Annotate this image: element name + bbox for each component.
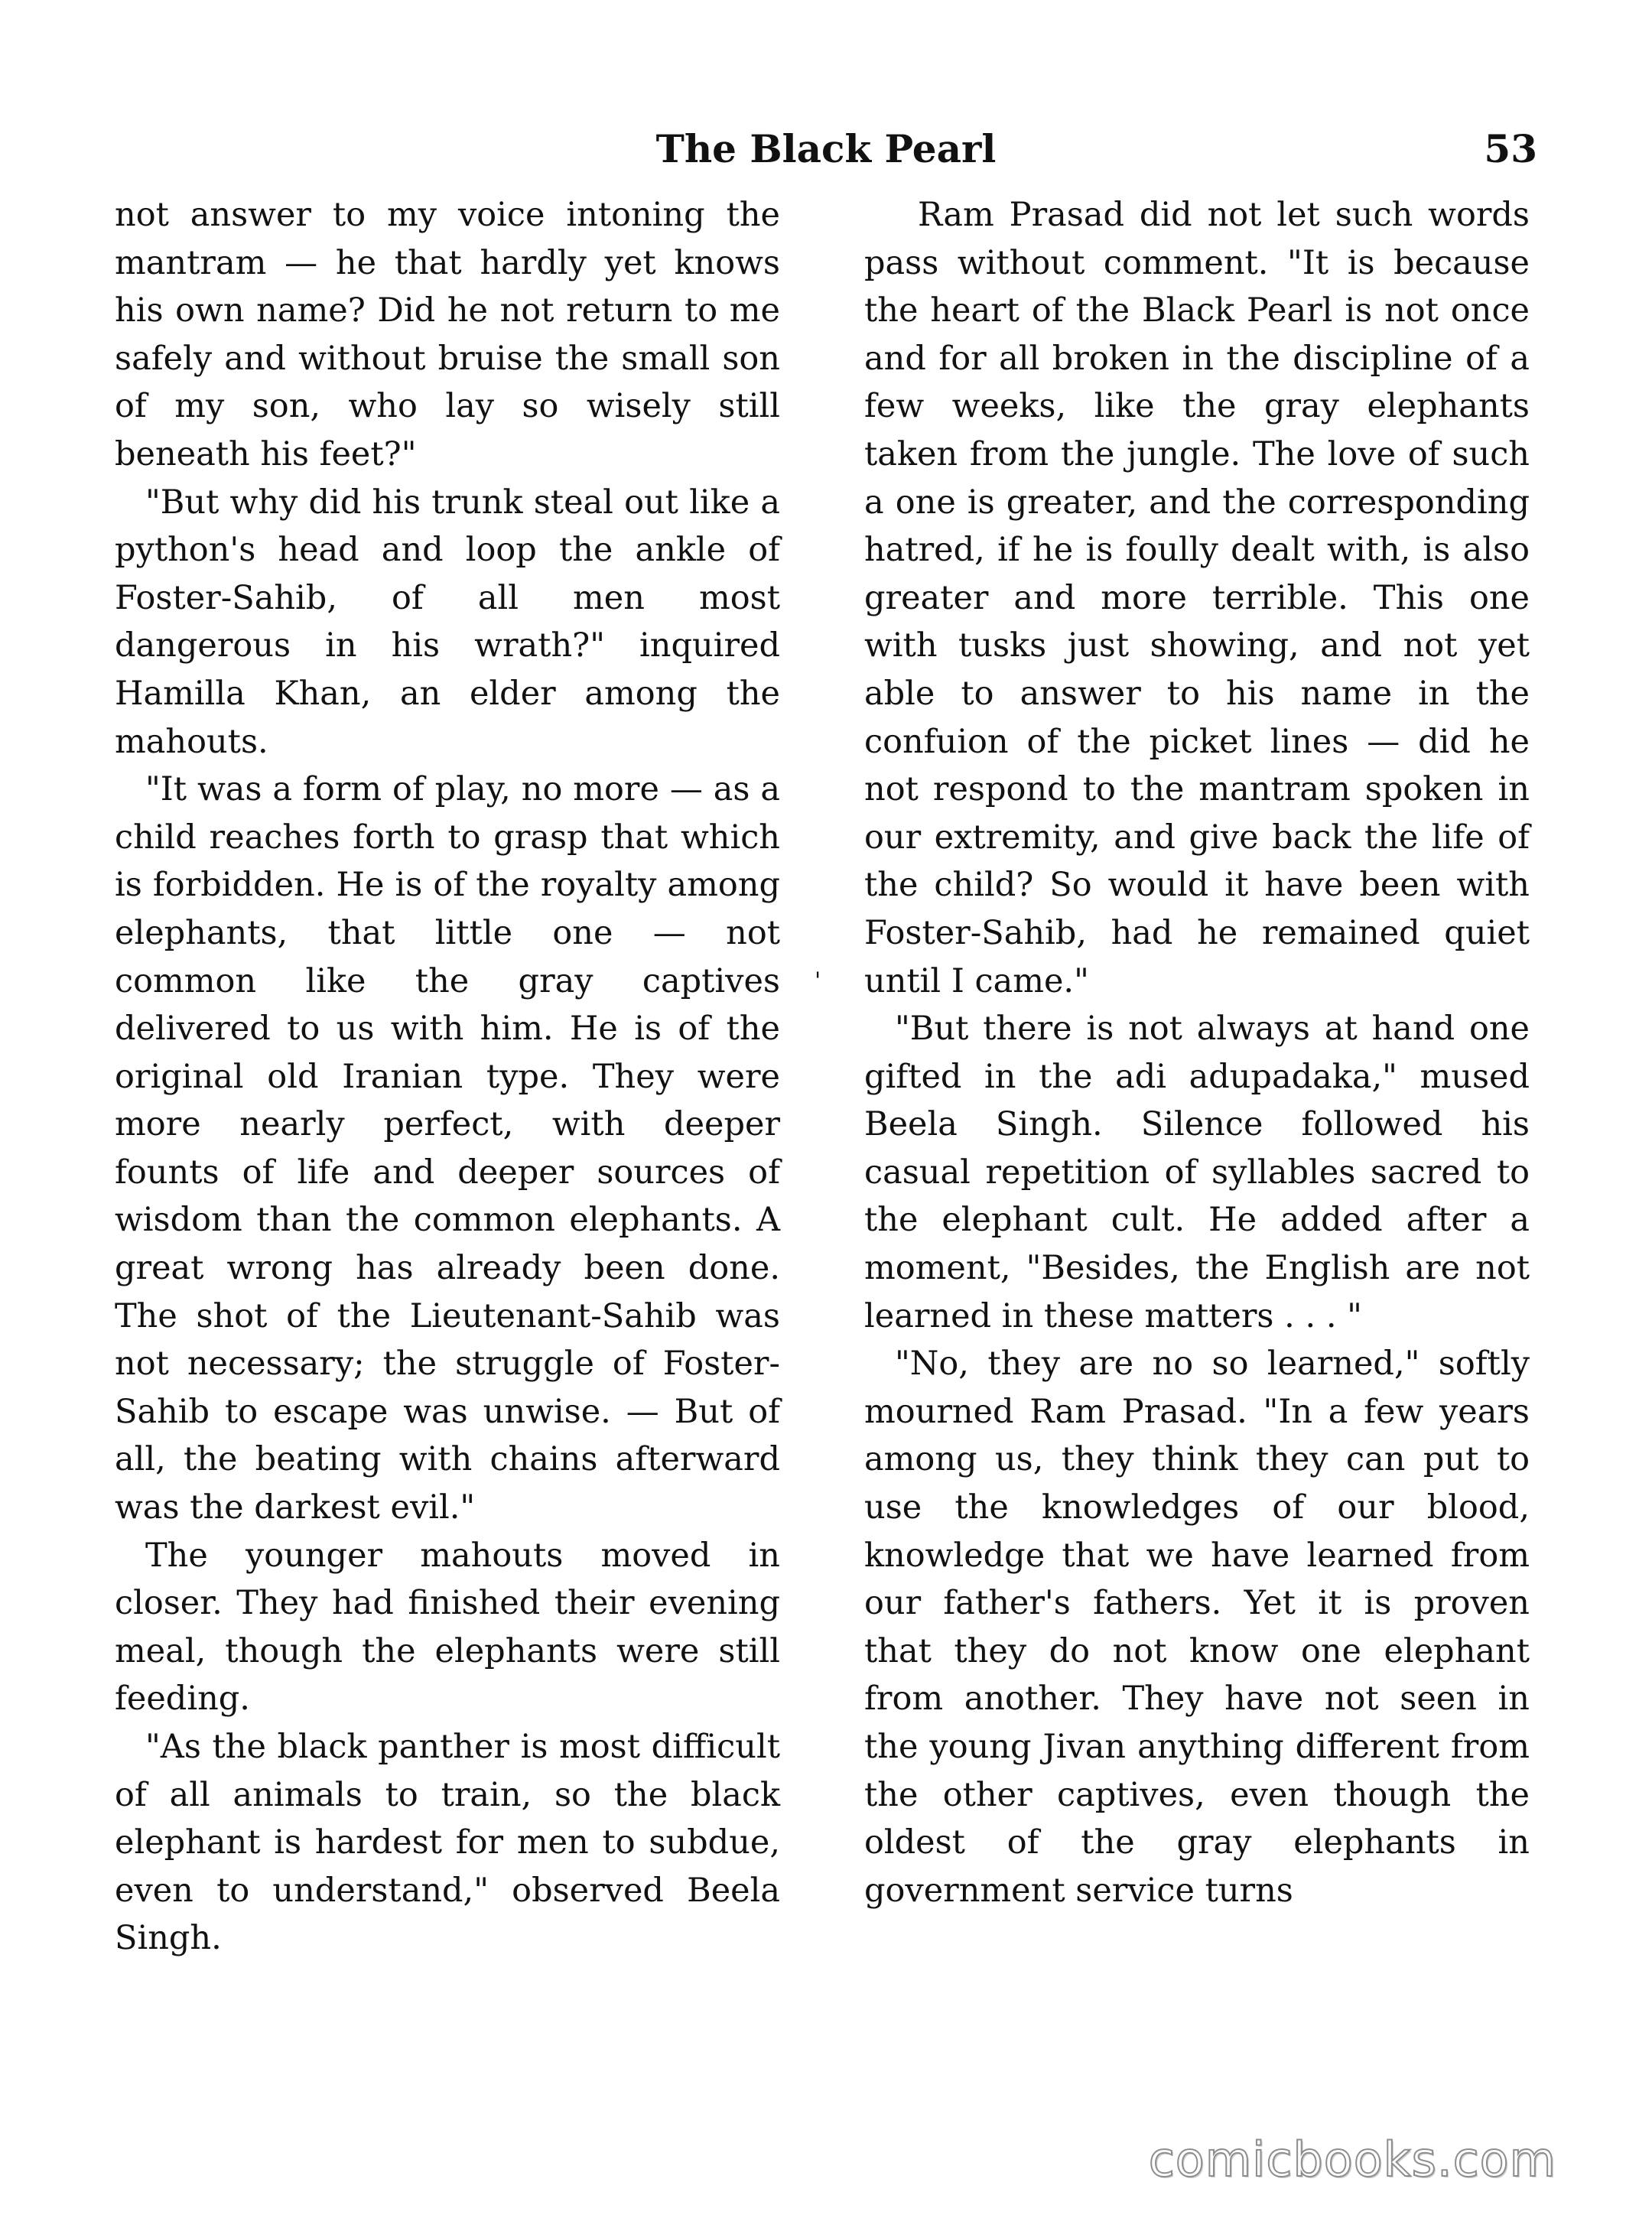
stray-mark: ': [815, 968, 821, 994]
paragraph: "No, they are no so learned," softly mourned Ram Prasad. "In a few years among us, they think they can put to use the knowledges of our blood, knowledge that we have learned from our father's fathers. Yet it is proven that they do not know one elephant from another. They have not seen in the young Jivan anything different from the other captives, even though the oldest of the gray elephants in government service turns: [864, 1345, 1530, 1910]
paragraph: not answer to my voice intoning the mantram — he that hardly yet knows his own name? Did he not return to me safely and without bruise the small son of my son, who lay so wisely still beneath his feet?": [115, 196, 780, 473]
right-column: [864, 191, 1530, 1914]
page-number: 53: [1484, 126, 1537, 171]
paragraph: "As the black panther is most difficult of all animals to train, so the black elephant is hardest for men to subdue, even to understand," observed Beela Singh.: [115, 1728, 780, 1958]
paragraph: "But there is not always at hand one gifted in the adi adupadaka," mused Beela Singh. Silence followed his casual repetition of syllables sacred to the elephant cult. He added after a moment, "Besides, the English are not learned in these matters . . . ": [864, 1010, 1530, 1335]
paragraph: Ram Prasad did not let such words pass without comment. "It is because the heart of the Black Pearl is not once and for all broken in the discipline of a few weeks, like the gray elephants taken from the jungle. The love of such a one is greater, and the corresponding hatred, if he is foully dealt with, is also greater and more terrible. This one with tusks just showing, and not yet able to answer to his name in the confuion of the picket lines — did he not respond to the mantram spoken in our extremity, and give back the life of the child? So would it have been with Foster-Sahib, had he remained quiet until I came.": [864, 196, 1530, 1000]
page-header: [115, 122, 1537, 176]
paragraph: The younger mahouts moved in closer. They had finished their evening meal, though the elephants were still feeding.: [115, 1536, 780, 1719]
paragraph: "It was a form of play, no more — as a child reaches forth to grasp that which is forbidden. He is of the royalty among elephants, that little one — not common like the gray captives delivered to us with him. He is of the original old Iranian type. They were more nearly perfect, with deeper founts of life and deeper sources of wisdom than the common elephants. A great wrong has already been done. The shot of the Lieutenant-Sahib was not necessary; the struggle of Foster-Sahib to escape was unwise. — But of all, the beating with chains afterward was the darkest evil.": [115, 770, 780, 1527]
watermark: comicbooks.com: [1148, 2132, 1556, 2187]
running-title: The Black Pearl: [655, 126, 997, 171]
paragraph: "But why did his trunk steal out like a python's head and loop the ankle of Foster-Sahib, of all men most dangerous in his wrath?" inquired Hamilla Khan, an elder among the mahouts.: [115, 483, 780, 761]
left-column: [115, 191, 780, 1963]
